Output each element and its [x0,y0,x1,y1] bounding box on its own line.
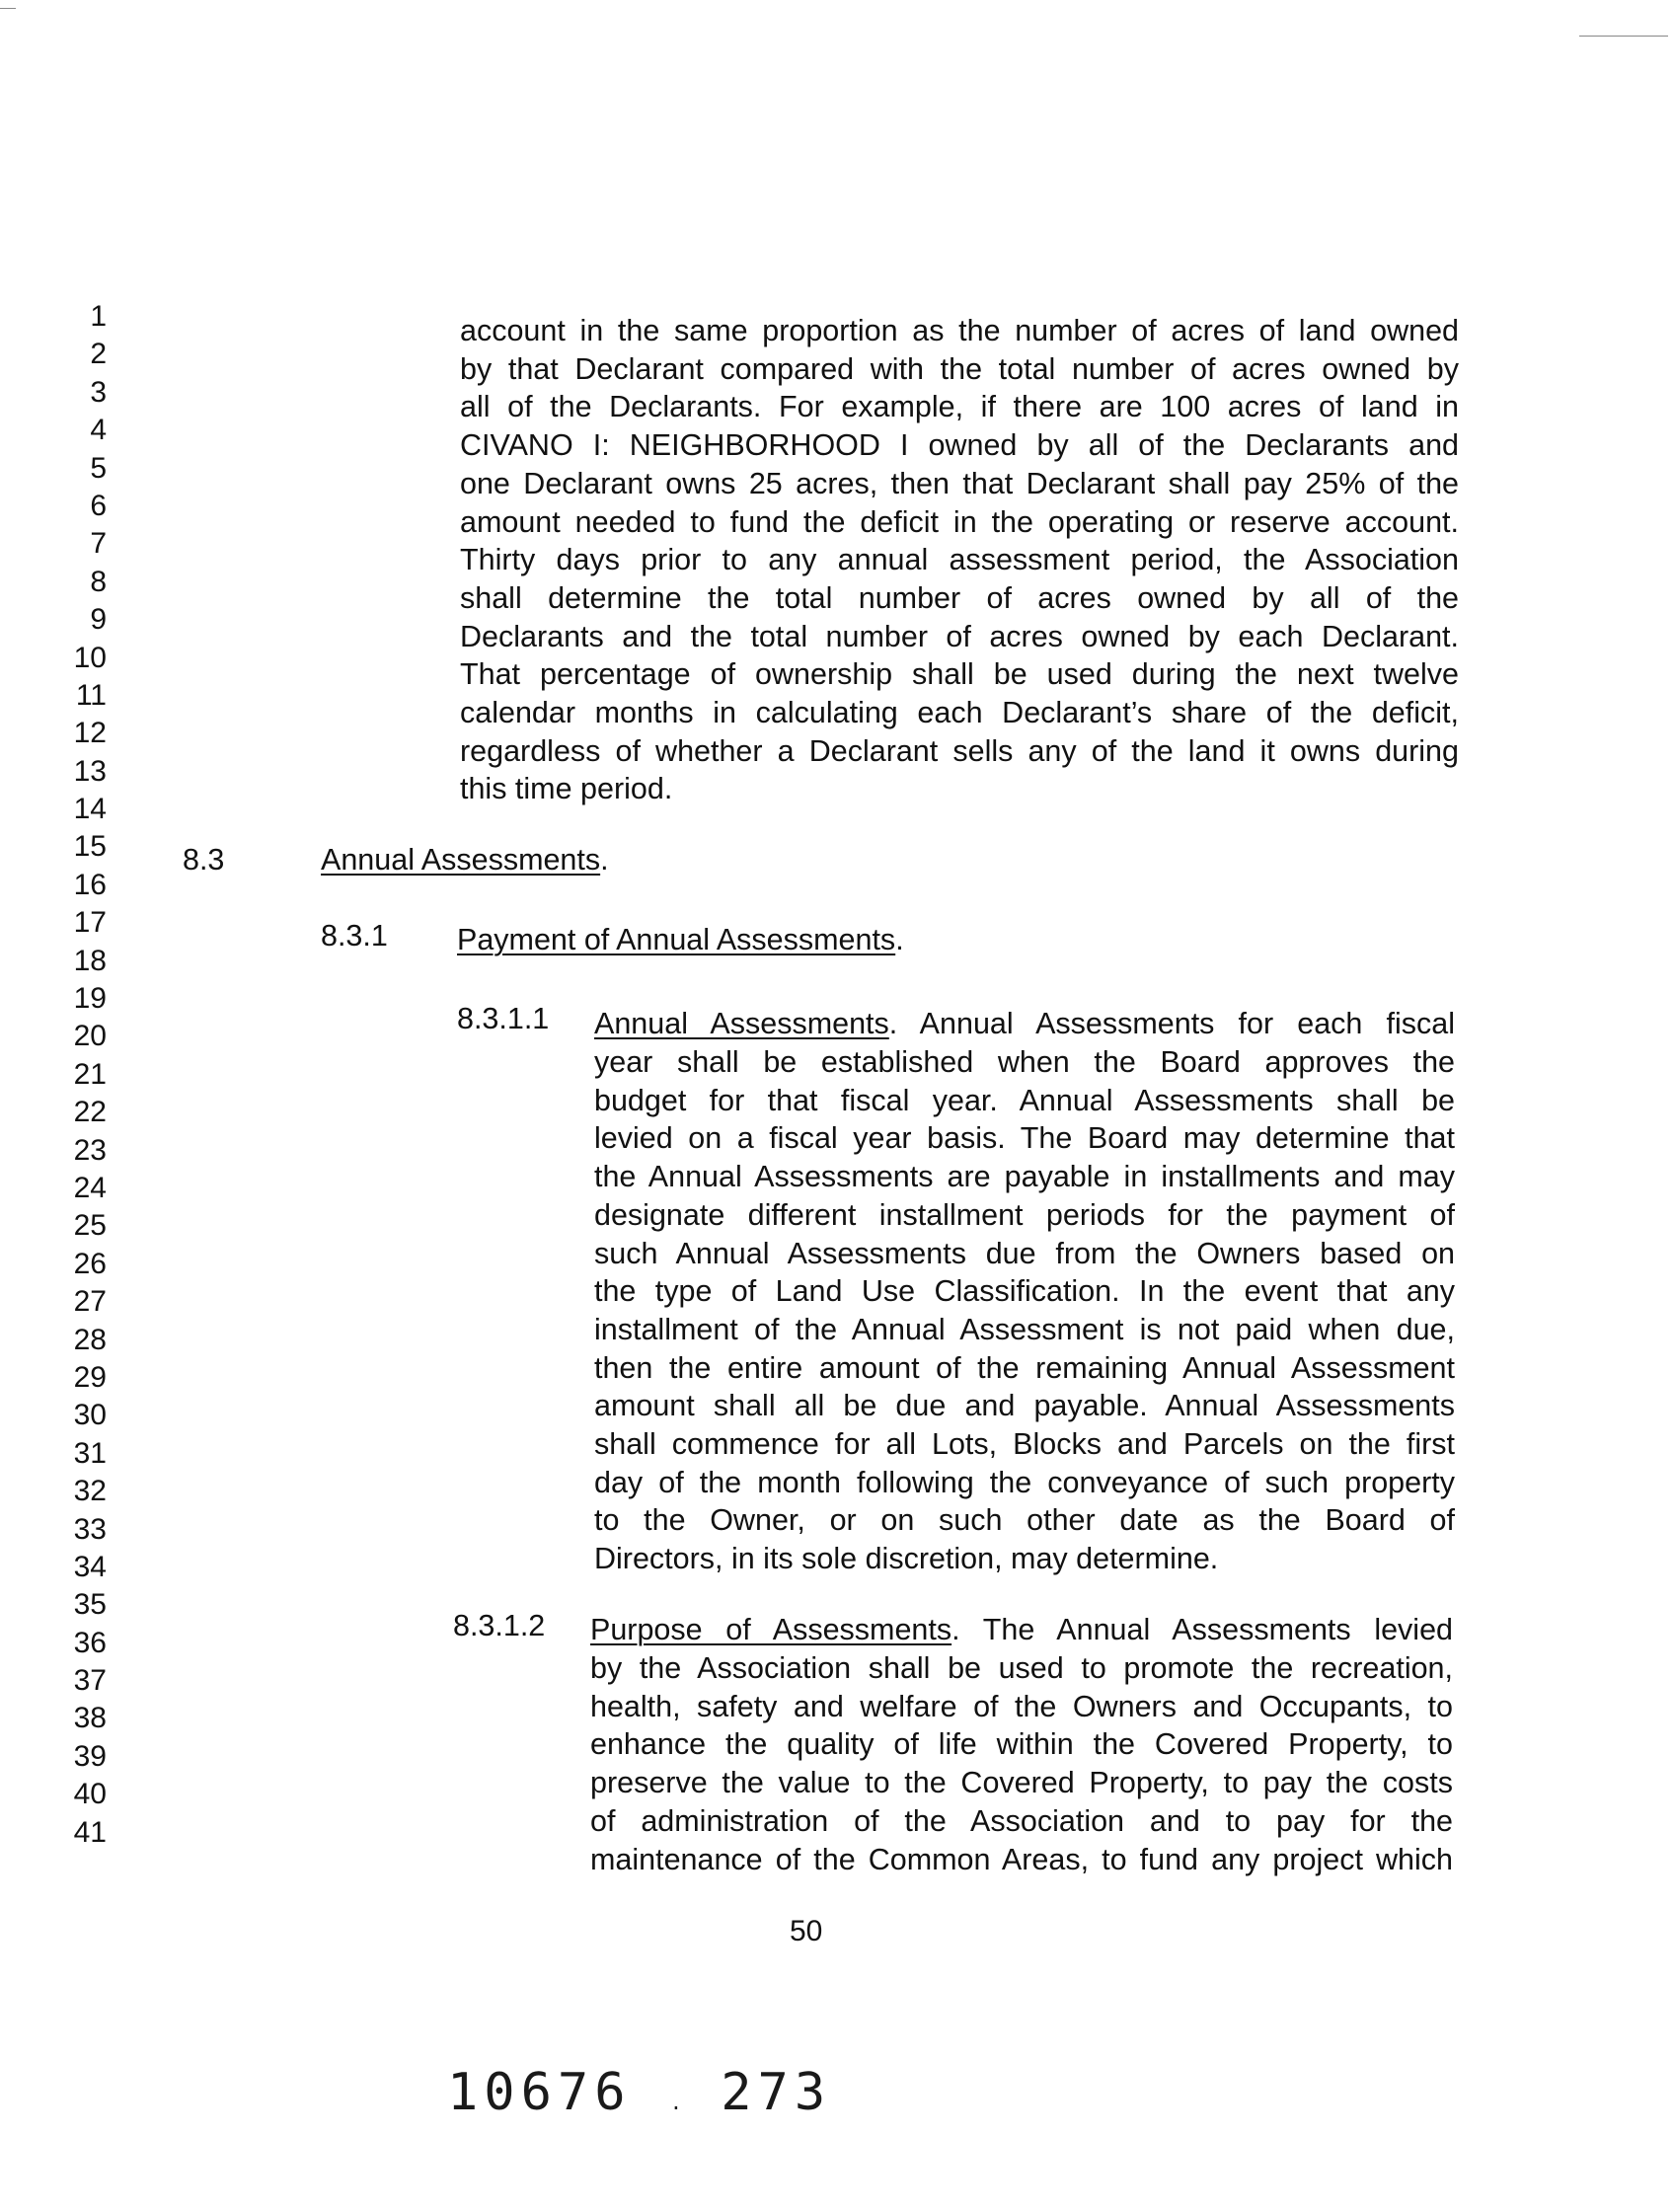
section-8-3-1-1-line: then the entire amount of the remaining Annual Assessment [594,1350,1455,1385]
section-8-3-1-heading [457,921,904,958]
section-8-3-1-1-line: amount shall all be due and payable. Annual Assessments [594,1389,1455,1423]
section-8-3-1-2-line: enhance the quality of life within the Covered Property, to [590,1727,1453,1762]
line-number: 36 [73,1626,107,1659]
line-number: 16 [73,868,107,901]
section-8-3-1-1-line: installment of the Annual Assessment is not paid when due, [594,1312,1455,1346]
line-number: 11 [75,678,107,712]
section-8-3-1-number: 8.3.1 [321,919,388,953]
scan-mark-top-left [0,8,16,9]
line-number: 18 [73,944,107,977]
line-number: 5 [90,451,107,485]
recording-stamp [447,2063,831,2122]
line-number: 24 [73,1171,107,1204]
line-number: 40 [73,1778,107,1811]
section-8-3-1-1-line: budget for that fiscal year. Annual Assessments shall be [594,1083,1455,1117]
section-8-3-1-2-line: health, safety and welfare of the Owners and Occupants, to [590,1689,1453,1723]
section-8-3-title: Annual Assessments [321,843,601,877]
line-number: 8 [90,565,107,598]
line-number: 29 [73,1360,107,1394]
paragraph-continuation-line: That percentage of ownership shall be used during the next twelve [460,657,1459,692]
line-number: 19 [73,982,107,1016]
section-8-3-1-1-title: Annual Assessments [594,1007,889,1040]
section-8-3-1-1-line: shall commence for all Lots, Blocks and Parcels on the first [594,1427,1455,1461]
section-8-3-1-2-number: 8.3.1.2 [453,1609,546,1642]
line-number: 12 [73,717,107,750]
line-number: 32 [73,1475,107,1508]
section-8-3-number: 8.3 [183,843,225,877]
paragraph-continuation-line: regardless of whether a Declarant sells any of the land it owns during [460,733,1459,768]
paragraph-continuation-line: one Declarant owns 25 acres, then that Declarant shall pay 25% of the [460,466,1459,500]
section-8-3-1-2-line: of administration of the Association and to pay for the [590,1803,1453,1838]
section-8-3-1-2-title: Purpose of Assessments [590,1613,952,1646]
line-number: 9 [90,603,107,637]
page-number: 50 [790,1915,823,1947]
paragraph-continuation-line: amount needed to fund the deficit in the operating or reserve account. [460,504,1459,539]
paragraph-continuation-line: all of the Declarants. For example, if there are 100 acres of land in [460,390,1459,424]
line-number: 10 [73,641,107,674]
stamp-separator: . [669,2091,682,2114]
stamp-book-number: 10676 [447,2063,632,2122]
line-number: 4 [90,414,107,447]
line-number: 33 [73,1512,107,1546]
paragraph-continuation-line: this time period. [460,772,673,806]
section-8-3-1-1-line: the type of Land Use Classification. In the event that any [594,1274,1455,1309]
section-8-3-1-1-line: year shall be established when the Board approves the [594,1045,1455,1079]
line-number: 7 [90,527,107,561]
paragraph-continuation-line: CIVANO I: NEIGHBORHOOD I owned by all of the Declarants and [460,428,1459,463]
line-number: 39 [73,1739,107,1773]
section-8-3-1-1-line: to the Owner, or on such other date as the Board of [594,1503,1455,1538]
line-number: 35 [73,1588,107,1622]
stamp-page-number: 273 [721,2063,832,2122]
line-number: 28 [73,1323,107,1356]
section-8-3-1-suffix: . [895,923,904,956]
section-8-3-1-2-line: by the Association shall be used to promote the recreation, [590,1651,1453,1685]
section-8-3-1-2-first-line-rest: . The Annual Assessments levied [951,1613,1454,1646]
line-number: 6 [90,489,107,522]
line-number: 26 [73,1247,107,1280]
line-number: 25 [73,1209,107,1243]
line-number: 37 [73,1664,107,1698]
paragraph-continuation-line: account in the same proportion as the number of acres of land owned [460,314,1459,347]
paragraph-continuation-line: Thirty days prior to any annual assessment period, the Association [460,543,1459,577]
line-number: 21 [73,1057,107,1091]
line-number: 17 [73,906,107,940]
line-number: 2 [90,338,107,371]
section-8-3-1-2-line: preserve the value to the Covered Property, to pay the costs [590,1766,1453,1800]
section-8-3-1-1-line: such Annual Assessments due from the Owners based on [594,1236,1455,1270]
line-number: 15 [73,830,107,864]
section-8-3-1-1-number: 8.3.1.1 [457,1002,550,1035]
line-number: 41 [73,1815,107,1849]
section-8-3-heading [321,841,609,878]
section-8-3-1-1-line: Directors, in its sole discretion, may determine. [594,1542,1219,1576]
section-8-3-1-1-line: the Annual Assessments are payable in installments and may [594,1160,1455,1194]
section-8-3-1-1-line: day of the month following the conveyance of such property [594,1465,1455,1499]
line-number: 30 [73,1399,107,1432]
line-number: 34 [73,1550,107,1583]
section-8-3-1-1-first-line-rest: . Annual Assessments for each fiscal [888,1007,1455,1040]
scan-mark-top-right [1579,36,1668,37]
section-8-3-1-title: Payment of Annual Assessments [457,923,896,956]
line-number: 31 [73,1436,107,1470]
section-8-3-1-1-line: levied on a fiscal year basis. The Board may determine that [594,1121,1455,1156]
line-number: 1 [90,300,107,333]
section-8-3-1-2-first-line [590,1611,1453,1648]
line-number-gutter [61,298,107,1852]
section-8-3-1-1-line: designate different installment periods for the payment of [594,1197,1455,1232]
line-number: 38 [73,1702,107,1735]
section-8-3-1-1-first-line [594,1005,1455,1042]
line-number: 14 [73,793,107,826]
paragraph-continuation-line: Declarants and the total number of acres owned by each Declarant. [460,619,1459,653]
paragraph-continuation-line: calendar months in calculating each Declarant’s share of the deficit, [460,696,1459,729]
line-number: 27 [73,1285,107,1319]
section-8-3-1-2-line: maintenance of the Common Areas, to fund any project which [590,1842,1453,1876]
paragraph-continuation-line: by that Declarant compared with the total number of acres owned by [460,351,1459,386]
line-number: 23 [73,1133,107,1167]
line-number: 3 [90,375,107,409]
paragraph-continuation-line: shall determine the total number of acres owned by all of the [460,580,1459,615]
line-number: 13 [73,754,107,788]
line-number: 20 [73,1020,107,1053]
line-number: 22 [73,1096,107,1129]
section-8-3-suffix: . [600,843,609,877]
